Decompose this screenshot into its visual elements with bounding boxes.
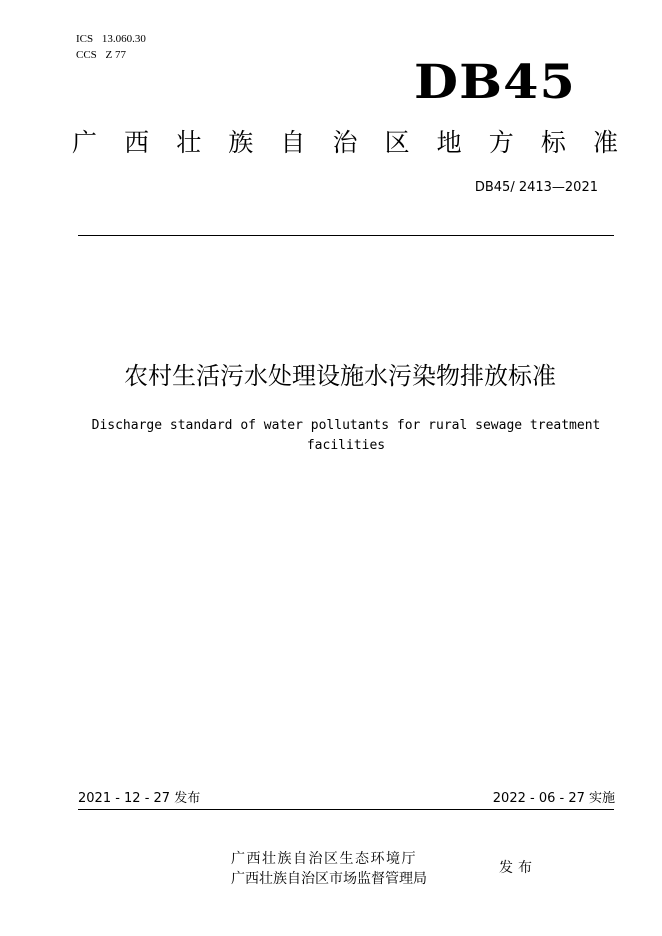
standard-type-char: 标 <box>540 128 566 157</box>
top-divider <box>78 235 614 236</box>
issuer-ecology-department: 广西壮族自治区生态环境厅 <box>231 851 417 867</box>
ccs-label: CCS <box>76 49 97 61</box>
issue-label: 发布 <box>499 860 537 876</box>
issue-date: 2021 - 12 - 27 发布 <box>78 791 201 806</box>
ics-label: ICS <box>76 33 94 45</box>
standard-number: DB45/ 2413—2021 <box>474 180 598 195</box>
ics-code: 13.060.30 <box>101 33 146 45</box>
standard-type <box>72 126 618 160</box>
title-english-line-1: Discharge standard of water pollutants for rural sewage treatment <box>91 418 601 433</box>
ccs-code: Z 77 <box>105 49 127 61</box>
standard-type-char: 壮 <box>176 128 202 157</box>
standard-type-char: 西 <box>124 128 150 157</box>
ccs-line <box>76 49 126 62</box>
title-chinese: 农村生活污水处理设施水污染物排放标准 <box>124 362 556 390</box>
standard-type-char: 准 <box>592 128 618 157</box>
standard-type-char: 广 <box>72 128 98 157</box>
ics-line <box>76 33 146 46</box>
implementation-date: 2022 - 06 - 27 实施 <box>492 791 615 806</box>
standard-type-char: 治 <box>332 128 358 157</box>
standard-type-char: 地 <box>436 128 462 157</box>
title-english <box>78 416 614 456</box>
standard-type-char: 方 <box>488 128 514 157</box>
standard-type-char: 族 <box>228 128 254 157</box>
bottom-divider <box>78 809 614 810</box>
issuer-market-regulation-bureau: 广西壮族自治区市场监督管理局 <box>231 871 427 887</box>
db45-logo: DB45 <box>414 55 576 110</box>
title-english-line-2: facilities <box>306 438 386 453</box>
standard-type-char: 自 <box>280 128 306 157</box>
issuing-authorities <box>231 849 427 889</box>
standard-type-char: 区 <box>384 128 410 157</box>
